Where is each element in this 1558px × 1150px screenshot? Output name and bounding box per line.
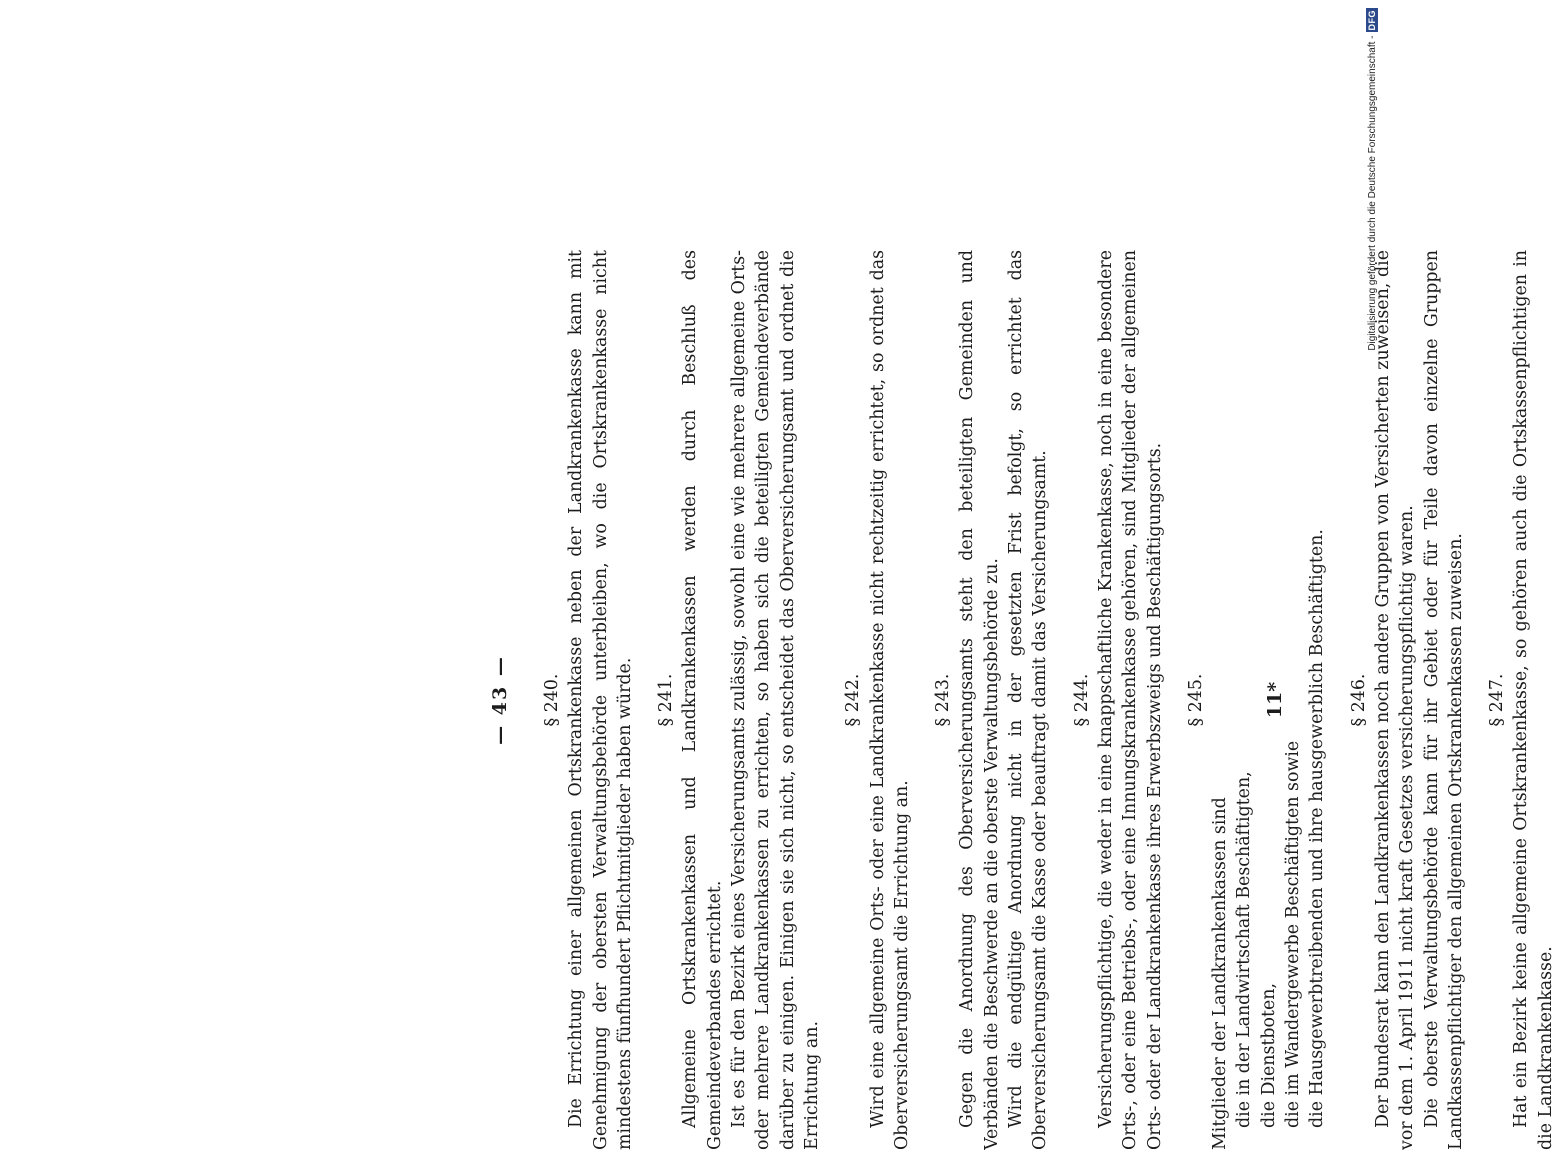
page-body: [540, 250, 1558, 1150]
paragraph-243-1: Gegen die Anordnung des Oberversicherungsamts steht den beteiligten Gemeinden und Verbänden die Beschwerde an die oberste Verwaltungsbehörde zu.: [957, 250, 1002, 1150]
section-heading-241: § 241.: [656, 673, 677, 727]
paragraph-243-2: Wird die endgültige Anordnung nicht in der gesetzten Frist befolgt, so errichtet das Oberversicherungsamt die Kasse oder beauftragt damit das Versicherungsamt.: [1006, 250, 1051, 1150]
paragraph-246-2: Die oberste Verwaltungsbehörde kann für ihr Gebiet oder für Teile davon einzelne Gruppen Landkassenpflichtiger den allgemeinen Ortskrankenkassen zuweisen.: [1421, 250, 1466, 1150]
paragraph-242-1: Wird eine allgemeine Orts- oder eine Landkrankenkasse nicht rechtzeitig errichtet, so ordnet das Oberversicherungsamt die Errichtung an.: [867, 250, 912, 1150]
list-item: die in der Landwirtschaft Beschäftigten,: [1234, 771, 1255, 1128]
list-item: die im Wandergewerbe Beschäftigten sowie: [1283, 740, 1304, 1128]
paragraph-246-1: Der Bundesrat kann den Landkrankenkassen noch andere Gruppen von Versicherten zuweisen, die vor dem 1. April 1911 nicht kraft Gesetzes versicherungspflichtig waren.: [1372, 250, 1418, 1150]
paragraph-241-2: Ist es für den Bezirk eines Versicherungsamts zulässig, sowohl eine wie mehrere allgemeine Orts- oder mehrere Landkrankenkassen zu errichten, so haben sich die beteiligten Gemeindeverbände darüber zu einigen. Einigen sie sich nicht, so entscheidet das Oberversicherungsamt und ordnet die Errichtung an.: [729, 250, 822, 1150]
page-header: — 43 —: [489, 655, 511, 745]
digitization-note: [1363, 8, 1381, 992]
digitization-credit: Digitalisierung gefördert durch die Deutsche Forschungsgemeinschaft -: [1366, 35, 1378, 351]
paragraph-244-1: Versicherungspflichtige, die weder in eine knappschaftliche Krankenkasse, noch in eine besondere Orts-, oder eine Betriebs-, oder eine Innungskrankenkasse gehören, sind Mitglieder der allgemeinen Orts- oder der Landkrankenkasse ihres Erwerbszweigs und Beschäftigungsorts.: [1095, 250, 1165, 1150]
rotated-page: [41, 250, 1556, 1150]
list-item: die Hausgewerbtreibenden und ihre hausgewerblich Beschäftigten.: [1307, 529, 1328, 1128]
signature-mark: 11*: [1264, 681, 1286, 719]
dfg-logo: DFG: [1367, 10, 1377, 31]
list-intro-245: Mitglieder der Landkrankenkassen sind: [1210, 797, 1231, 1150]
paragraph-241-1: Allgemeine Ortskrankenkassen und Landkrankenkassen werden durch Beschluß des Gemeindeverbandes errichtet.: [680, 250, 725, 1150]
section-heading-244: § 244.: [1071, 673, 1092, 727]
section-heading-242: § 242.: [843, 673, 864, 727]
section-heading-243: § 243.: [933, 673, 954, 727]
list-item: die Dienstboten,: [1258, 982, 1279, 1128]
section-heading-247: § 247.: [1487, 673, 1508, 727]
section-heading-246: § 246.: [1348, 673, 1369, 727]
section-heading-240: § 240.: [542, 673, 562, 727]
paragraph-240-1: Die Errichtung einer allgemeinen Ortskrankenkasse neben der Landkrankenkasse kann mit Genehmigung der obersten Verwaltungsbehörde unterbleiben, wo die Ortskrankenkasse nicht mindestens fünfhundert Pflichtmitglieder haben würde.: [566, 250, 635, 1150]
paragraph-247-1: Hat ein Bezirk keine allgemeine Ortskrankenkasse, so gehören auch die Ortskassenpflichtigen in die Landkrankenkasse.: [1511, 250, 1556, 1150]
section-heading-245: § 245.: [1185, 673, 1206, 727]
